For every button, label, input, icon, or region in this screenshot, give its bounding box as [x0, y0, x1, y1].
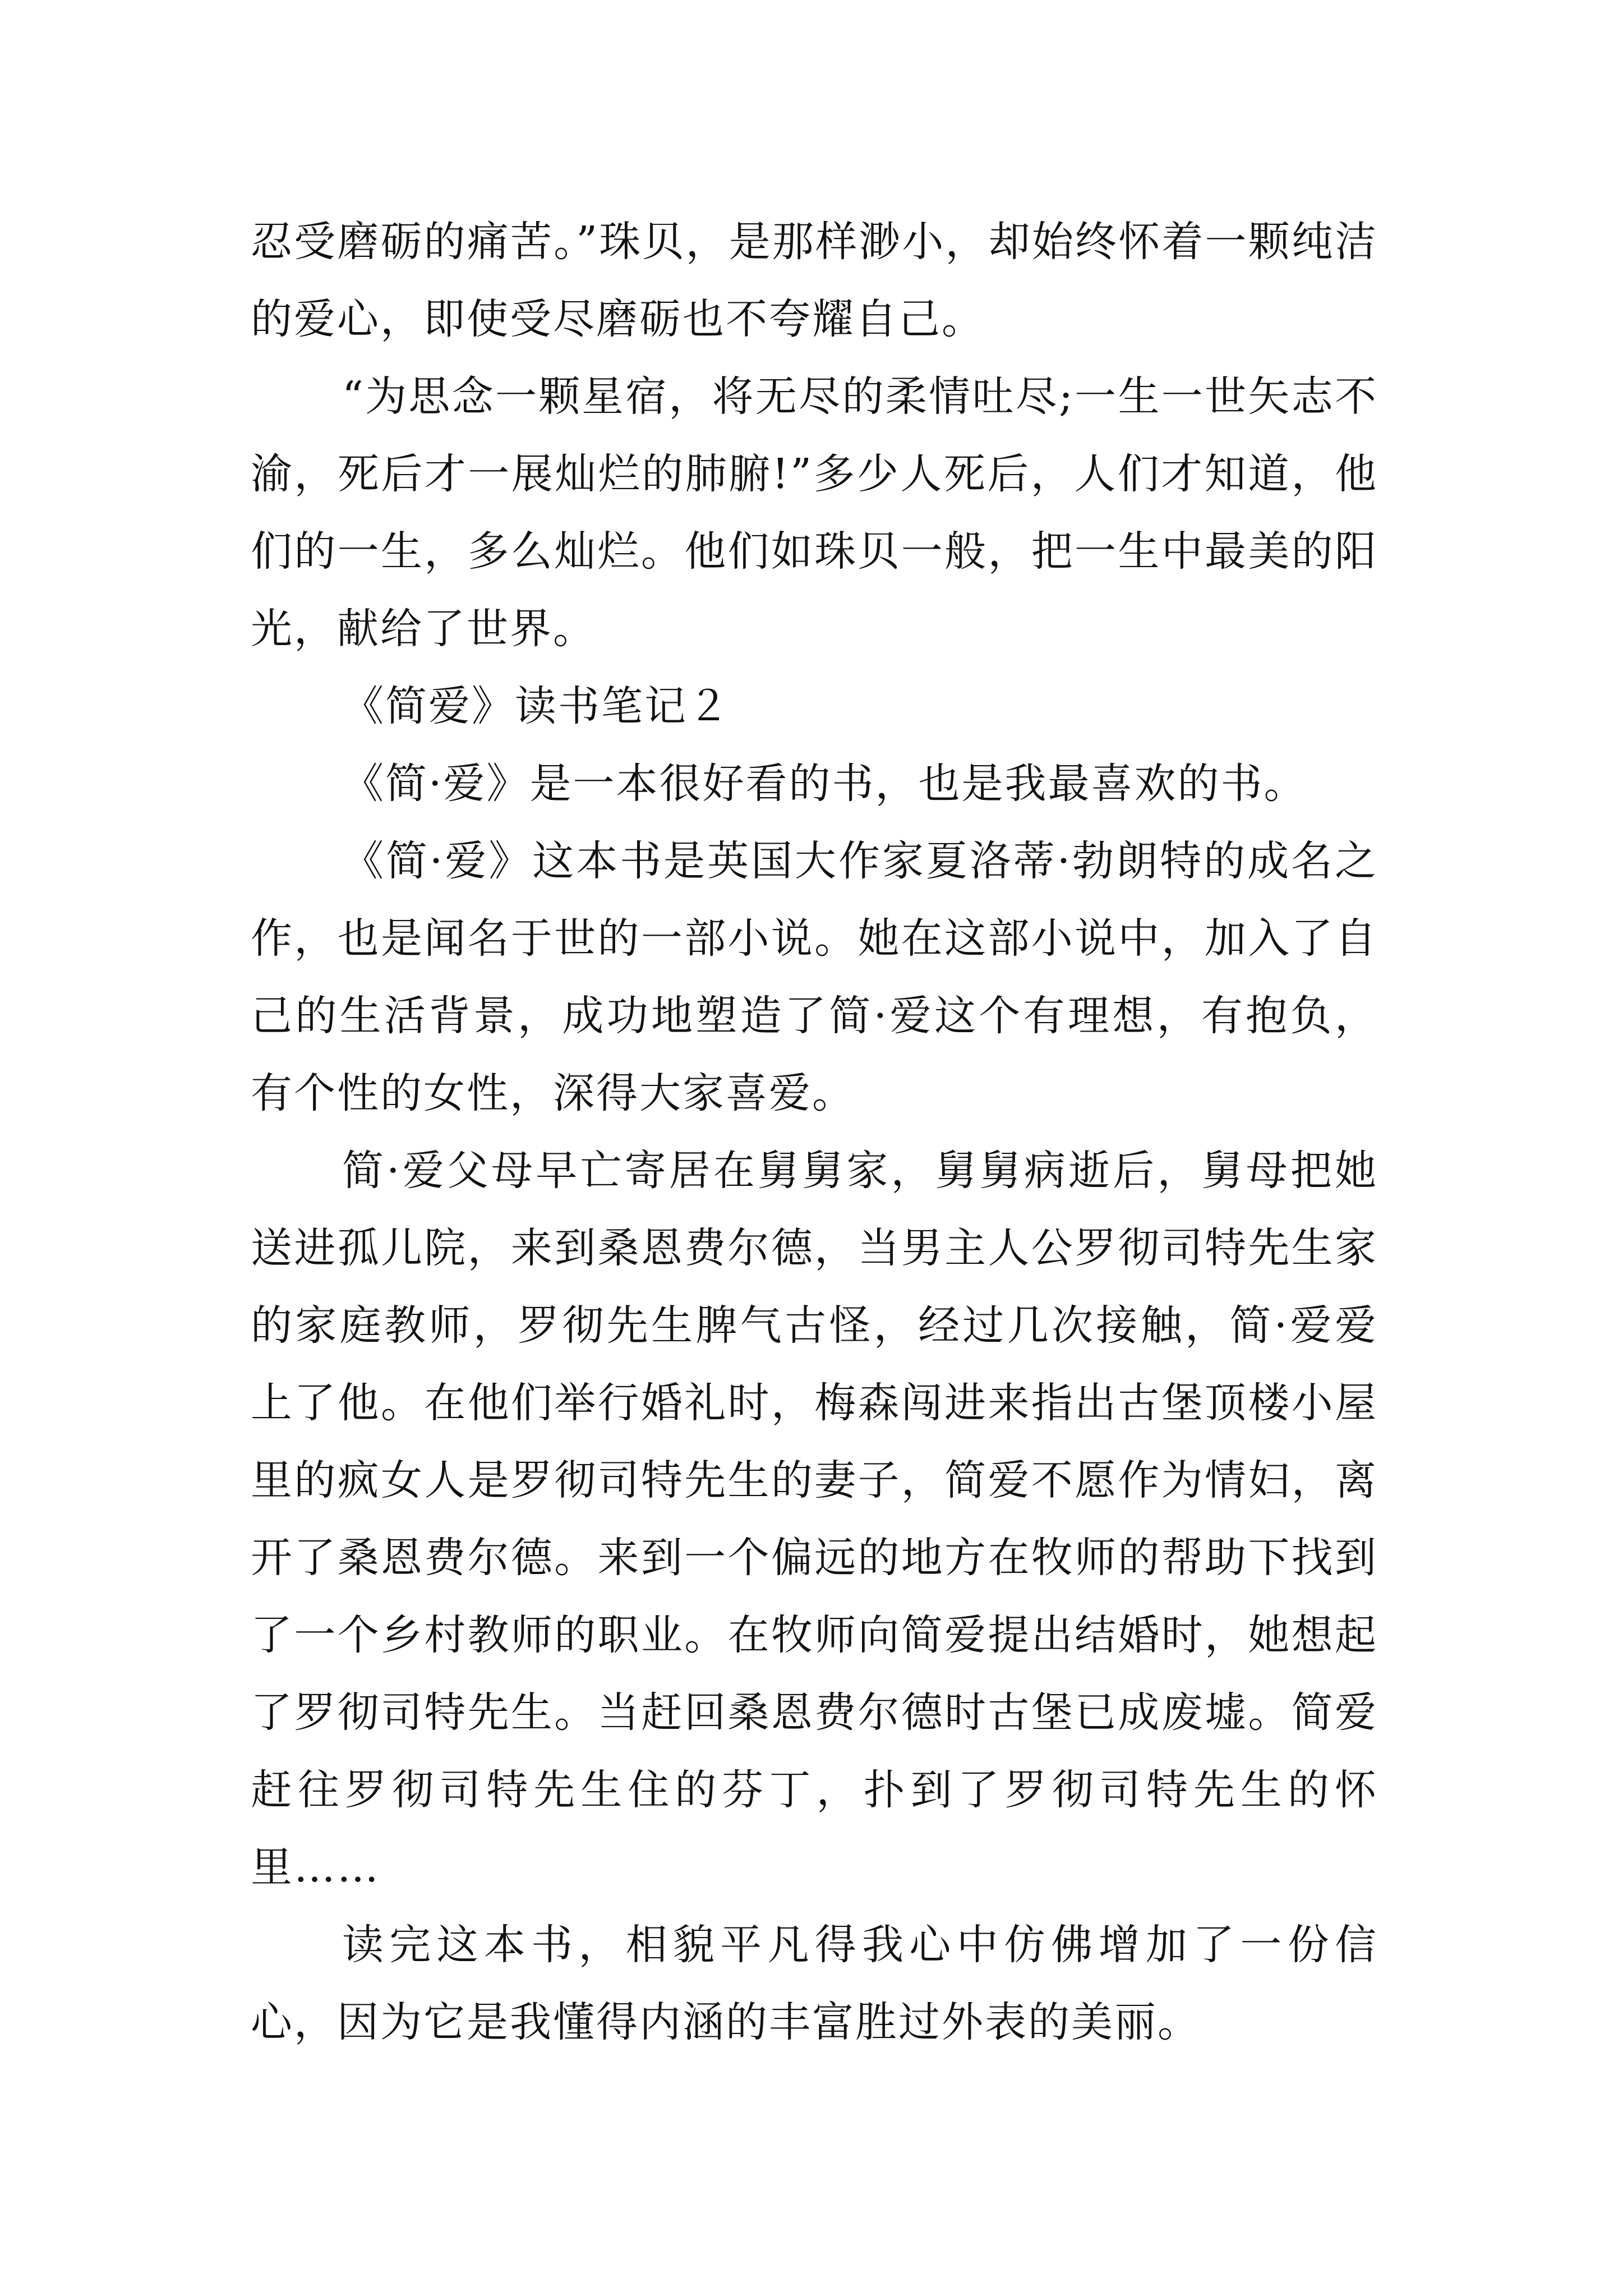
- paragraph: 忍受磨砺的痛苦。”珠贝，是那样渺小，却始终怀着一颗纯洁的爱心，即使受尽磨砺也不夸耀自己。: [251, 218, 1378, 343]
- paragraph: 《简·爱》这本书是英国大作家夏洛蒂·勃朗特的成名之作，也是闻名于世的一部小说。她在这部小说中，加入了自己的生活背景，成功地塑造了简·爱这个有理想，有抱负，有个性的女性，深得大家喜爱。: [251, 837, 1378, 1117]
- paragraph: 《简·爱》是一本很好看的书，也是我最喜欢的书。: [342, 760, 1307, 808]
- paragraph: 简·爱父母早亡寄居在舅舅家，舅舅病逝后，舅母把她送进孤儿院，来到桑恩费尔德，当男主人公罗彻司特先生家的家庭教师，罗彻先生脾气古怪，经过几次接触，简·爱爱上了他。在他们举行婚礼时，梅森闯进来指出古堡顶楼小屋里的疯女人是罗彻司特先生的妻子，简爱不愿作为情妇，离开了桑恩费尔德。来到一个偏远的地方在牧师的帮助下找到了一个乡村教师的职业。在牧师向简爱提出结婚时，她想起了罗彻司特先生。当赶回桑恩费尔德时古堡已成废墟。简爱赶往罗彻司特先生住的芬丁，扑到了罗彻司特先生的怀里……: [251, 1147, 1378, 1892]
- document-body: [251, 203, 1378, 2061]
- section-heading: 《简爱》读书笔记２: [342, 682, 731, 730]
- paragraph: 读完这本书，相貌平凡得我心中仿佛增加了一份信心，因为它是我懂得内涵的丰富胜过外表的美丽。: [251, 1921, 1378, 2046]
- paragraph: “为思念一颗星宿，将无尽的柔情吐尽;一生一世矢志不渝，死后才一展灿烂的肺腑!”多少人死后，人们才知道，他们的一生，多么灿烂。他们如珠贝一般，把一生中最美的阳光，献给了世界。: [251, 372, 1378, 653]
